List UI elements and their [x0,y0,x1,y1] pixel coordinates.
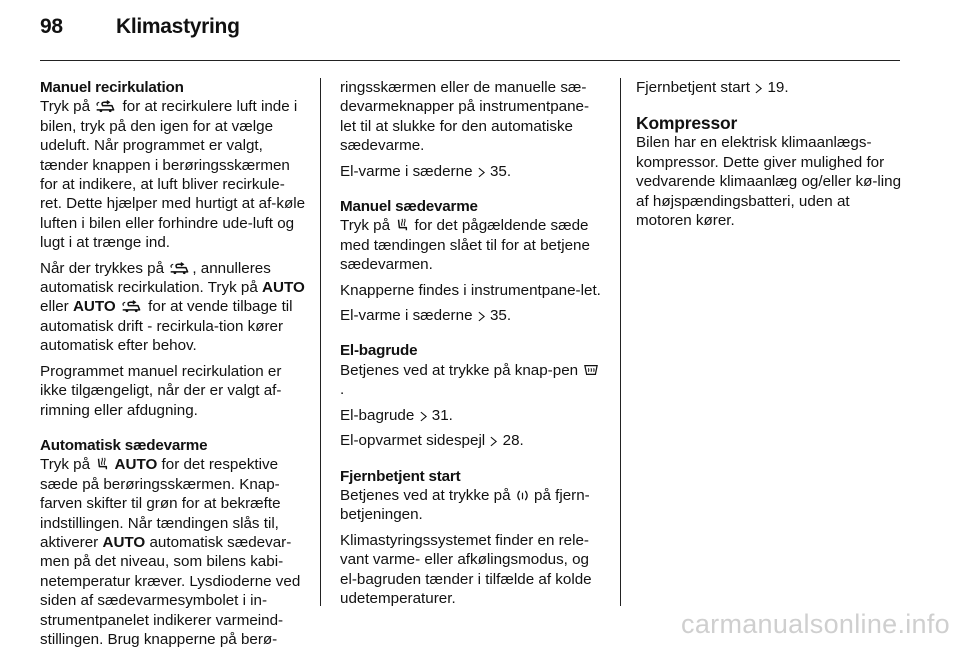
paragraph [340,486,603,525]
text: for at vende tilbage til automatisk drift - recirkula-tion kører automatisk efter behov. [40,298,293,355]
text: på fjern-betjeningen. [340,486,590,524]
auto-label: AUTO [102,533,146,551]
text: Fjernbetjent start [636,79,750,96]
column-1 [40,78,306,655]
text: Betjenes ved at trykke på [340,486,511,504]
text: automatisk sædevar-men på det niveau, som bilens kabi-netemperatur kræver. Lysdioderne ved siden af sædevarmesymbolet i in-strumentpanelet indikerer varmeind-stillingen. Brug knapperne på berø- [40,533,301,648]
column-2 [340,78,603,614]
column-divider [620,78,621,606]
text: El-varme i sæderne [340,162,473,180]
auto-label: AUTO [72,298,116,316]
heading-el-bagrude: El-bagrude [340,342,418,360]
text: eller [40,298,69,316]
column-3 [636,78,902,236]
text: Tryk på [340,217,391,235]
text: Når der trykkes på [40,259,165,277]
paragraph: Bilen har en elektrisk klimaanlægs-kompressor. Dette giver mulighed for vedvarende klimaanlæg og/eller kø-ling af højspændingsbatteri, uden at motoren kører. [636,134,902,230]
paragraph: Klimastyringssystemet finder en rele-vant varme- eller afkølingsmodus, og el-bagruden tænder i tilfælde af kolde udetemperaturer. [340,531,592,607]
text: Betjenes ved at trykke på knap-pen [340,361,579,379]
text: El-varme i sæderne [340,307,473,325]
paragraph [40,455,306,649]
paragraph [340,306,603,325]
heading-manuel-saedevarme: Manuel sædevarme [340,198,478,216]
page-reference: 28. [502,432,524,450]
page-reference: 35. [489,162,512,180]
paragraph: Knapperne findes i instrumentpane-let. [340,281,601,299]
paragraph [40,259,306,356]
auto-label: AUTO [114,456,158,474]
text: for det pågældende sæde med tændingen slået til for at betjene sædevarmen. [340,217,590,274]
paragraph [340,162,603,181]
text: for det respektive sæde på berøringsskærmen. Knap-farven skifter til grøn for at bekræfte indstillingen. Når tændingen slås til, aktiverer [40,456,281,551]
page-reference: 35. [489,307,512,325]
seat-heat-icon [95,457,109,471]
text: Tryk på [40,456,91,474]
paragraph [340,406,603,425]
paragraph: Programmet manuel recirkulation er ikke tilgængeligt, når der er valgt af-rimning eller afdugning. [40,362,282,419]
page-reference: 31. [431,406,453,424]
heading-kompressor: Kompressor [636,113,738,134]
watermark: carmanualsonline.info [681,609,950,639]
page-reference-icon [478,167,485,178]
text: Tryk på [40,98,91,116]
auto-label: AUTO [262,279,305,297]
page-number: 98 [40,15,63,38]
seat-heat-icon [395,218,409,232]
column-divider [320,78,321,606]
page-reference-icon [490,436,497,447]
page-reference-icon [755,83,762,94]
heading-fjernbetjent-start: Fjernbetjent start [340,467,461,485]
recirculation-icon [121,300,143,313]
paragraph: ringsskærmen eller de manuelle sæ-devarmeknapper på instrumentpane-let til at slukke for den automatiske sædevarme. [340,79,590,155]
text: . [340,381,345,399]
text: El-bagrude [340,406,415,424]
page-reference-icon [420,411,427,422]
recirculation-icon [95,100,117,113]
heading-automatisk-saedevarme: Automatisk sædevarme [40,436,208,454]
header-rule [40,60,900,61]
paragraph [340,216,603,274]
text: , annulleres automatisk recirkulation. Tryk på [40,259,271,297]
text: El-opvarmet sidespejl [340,432,486,450]
remote-start-icon [516,489,529,502]
page-title: Klimastyring [116,15,240,38]
paragraph [340,361,603,400]
paragraph [636,78,902,97]
page-reference: 19. [767,79,789,96]
recirculation-icon [169,262,191,275]
paragraph [40,97,306,252]
text: for at recirkulere luft inde i bilen, tryk på den igen for at vælge udeluft. Når programmet er valgt, tænder knappen i berøringsskærmen for at indikere, at luft bliver recirkule-ret. Dette hjælper med hurtigt at af-køle luften i bilen eller forhindre ude-luft og lugt i at trænge ind. [40,98,306,252]
rear-defrost-icon [583,363,599,377]
heading-manuel-recirkulation: Manuel recirkulation [40,79,184,96]
paragraph [340,431,603,450]
page-reference-icon [478,311,485,322]
